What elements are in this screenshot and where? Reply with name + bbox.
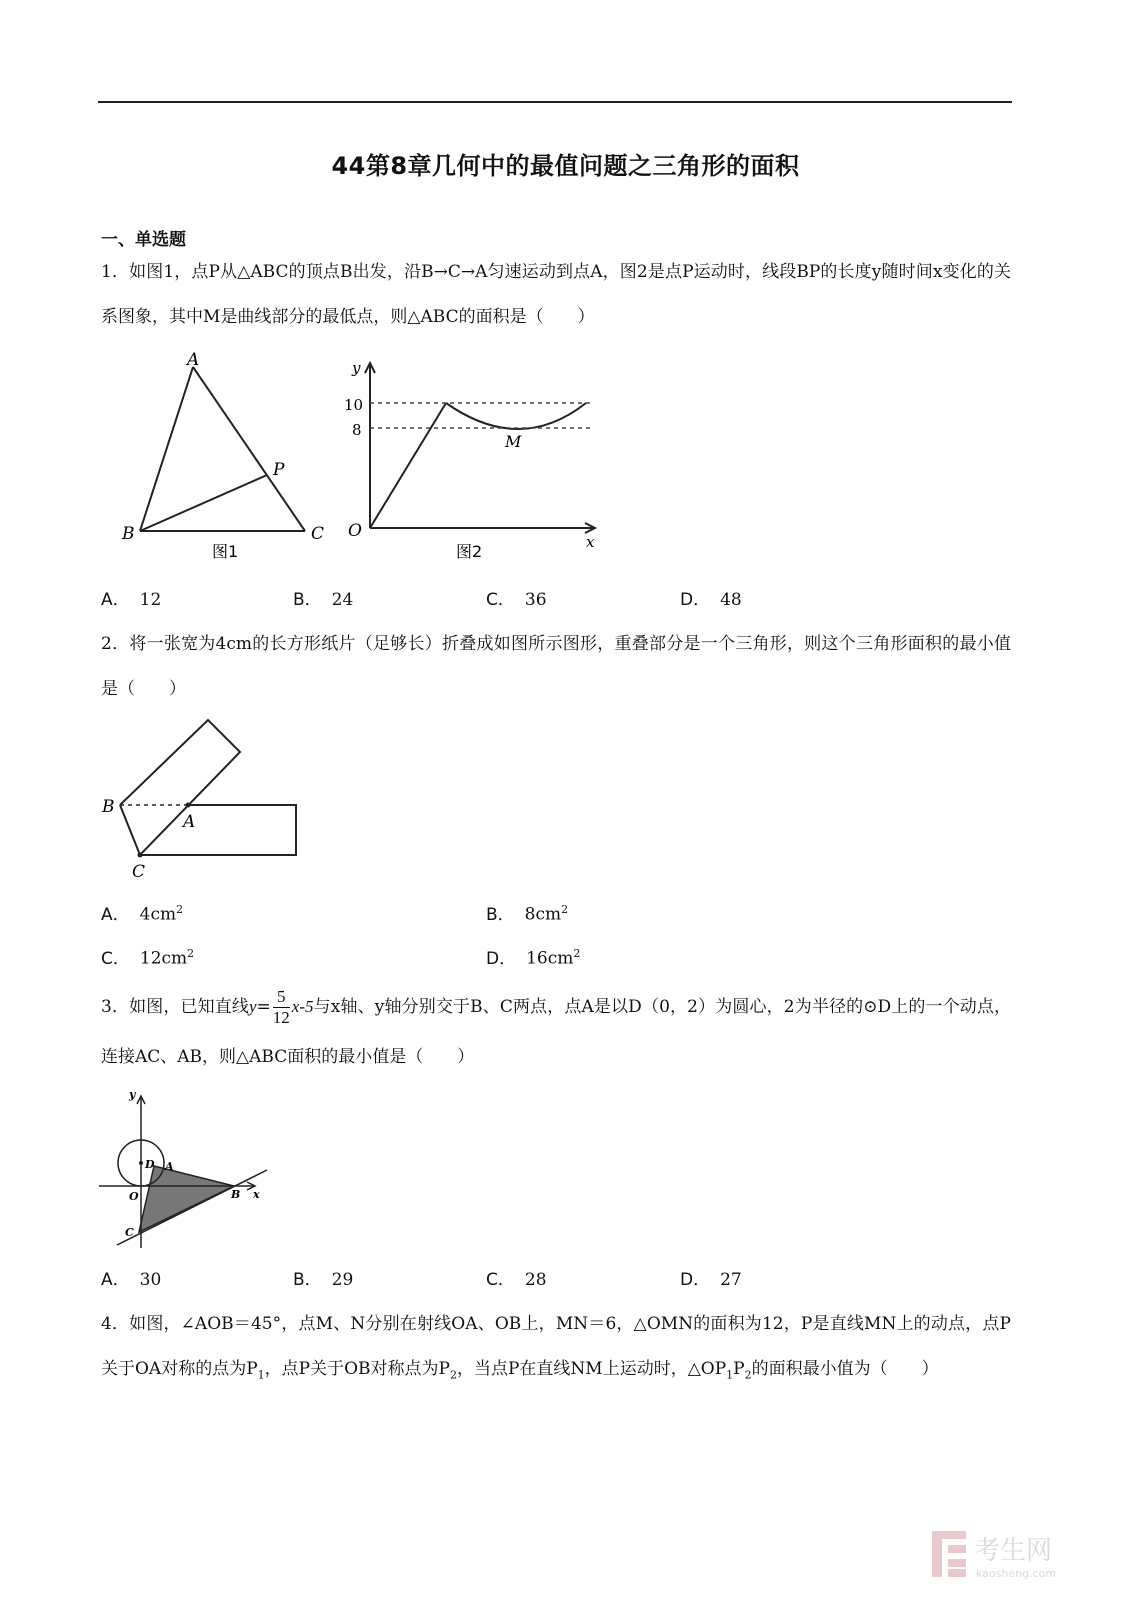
page-title: 44第8章几何中的最值问题之三角形的面积 (331, 152, 800, 180)
watermark-logo (930, 1525, 1090, 1585)
q1-option-a[interactable]: A． 12 (101, 590, 162, 610)
q1-tick-10: 10 (344, 396, 364, 414)
q3-axis-y-label: y (129, 1090, 136, 1101)
q1-caption-1: 图1 (212, 542, 239, 561)
q3-fraction: $\frac{5}{12}$ (272, 987, 290, 1027)
q3-option-d[interactable]: D． 27 (680, 1270, 742, 1290)
watermark-url: kaosheng.com (976, 1567, 1057, 1580)
watermark-brand: 考生网 (974, 1536, 1053, 1566)
q1-option-d[interactable]: D． 48 (680, 590, 742, 610)
q2-label-a: A (183, 812, 196, 832)
q1-segment-bp (140, 475, 267, 531)
q1-graph-curve (446, 403, 586, 429)
q2-strip-folded (120, 720, 240, 855)
q3-option-b[interactable]: B． 29 (293, 1270, 354, 1290)
q2-label-c: C (132, 862, 146, 882)
q1-origin-label: O (348, 521, 362, 541)
q2-point-c (138, 853, 143, 858)
q3-axis-x-label: x (253, 1188, 260, 1201)
q1-tick-8: 8 (352, 421, 362, 439)
q3-label-a: A (165, 1160, 174, 1173)
q2-figure (98, 715, 308, 885)
q3-origin-label: O (129, 1190, 139, 1203)
q1-point-m-label: M (505, 432, 522, 451)
q2-option-a[interactable]: A． $4cm^2$ (101, 903, 184, 925)
q1-caption-2: 图2 (456, 542, 483, 561)
question-4-text: 4．如图，∠AOB＝45°，点M、N分别在射线OA、OB上，MN＝6，△OMN的面积为12，P是直线MN上的动点，点P关于OA对称的点为$P_1$，点P关于OB对称点为$P_2$，当点P在直线NM上运动时，$\triangle OP_1P_2$的面积最小值为（ ） (101, 1314, 1011, 1382)
q2-option-b[interactable]: B． $8cm^2$ (486, 903, 569, 925)
q3-triangle-abc (139, 1166, 234, 1232)
q1-label-c: C (311, 524, 325, 544)
q1-axis-y-label: y (352, 359, 361, 377)
q1-edge-ac (193, 367, 305, 531)
q1-axis-x-label: x (586, 533, 595, 551)
q3-label-b: B (231, 1188, 241, 1201)
q3-label-d: D (145, 1158, 155, 1171)
q1-label-a: A (187, 350, 200, 370)
q1-figure-1 (115, 345, 335, 565)
question-1-text: 1．如图1，点P从△ABC的顶点B出发，沿B→C→A匀速运动到点A，图2是点P运动时，线段BP的长度y随时间x变化的关系图象，其中M是曲线部分的最低点，则△ABC的面积是（ ） (101, 262, 1011, 327)
watermark-mark-icon (932, 1531, 966, 1577)
q1-option-b[interactable]: B． 24 (293, 590, 354, 610)
q2-point-a (186, 803, 191, 808)
q3-label-c: C (125, 1226, 134, 1239)
q3-option-c[interactable]: C． 28 (486, 1270, 547, 1290)
question-2-text: 2．将一张宽为4cm的长方形纸片（足够长）折叠成如图所示图形，重叠部分是一个三角形，则这个三角形面积的最小值是（ ） (101, 634, 1011, 699)
q2-option-c[interactable]: C． $12cm^2$ (101, 947, 195, 969)
q2-option-d[interactable]: D． $16cm^2$ (486, 947, 581, 969)
q1-edge-ab (140, 367, 193, 531)
q3-figure (95, 1090, 275, 1250)
q1-figure-2 (340, 355, 610, 565)
q3-option-a[interactable]: A． 30 (101, 1270, 162, 1290)
q1-option-c[interactable]: C． 36 (486, 590, 547, 610)
question-3-text: 3．如图，已知直线y= $\frac{5}{12}$ x-5与x轴、y轴分别交于B、C两点，点A是以D（0，2）为圆心，2为半径的⊙D上的一个动点，连接AC、AB，则△ABC面积的最小值是（ ） (101, 987, 1011, 1067)
q3-point-d (139, 1161, 143, 1165)
q1-graph-line (370, 403, 446, 528)
q2-label-b: B (102, 797, 115, 817)
q1-label-b: B (122, 524, 135, 544)
header-rule (98, 101, 1012, 103)
q1-label-p: P (273, 460, 285, 480)
section-heading: 一、单选题 (101, 230, 186, 250)
